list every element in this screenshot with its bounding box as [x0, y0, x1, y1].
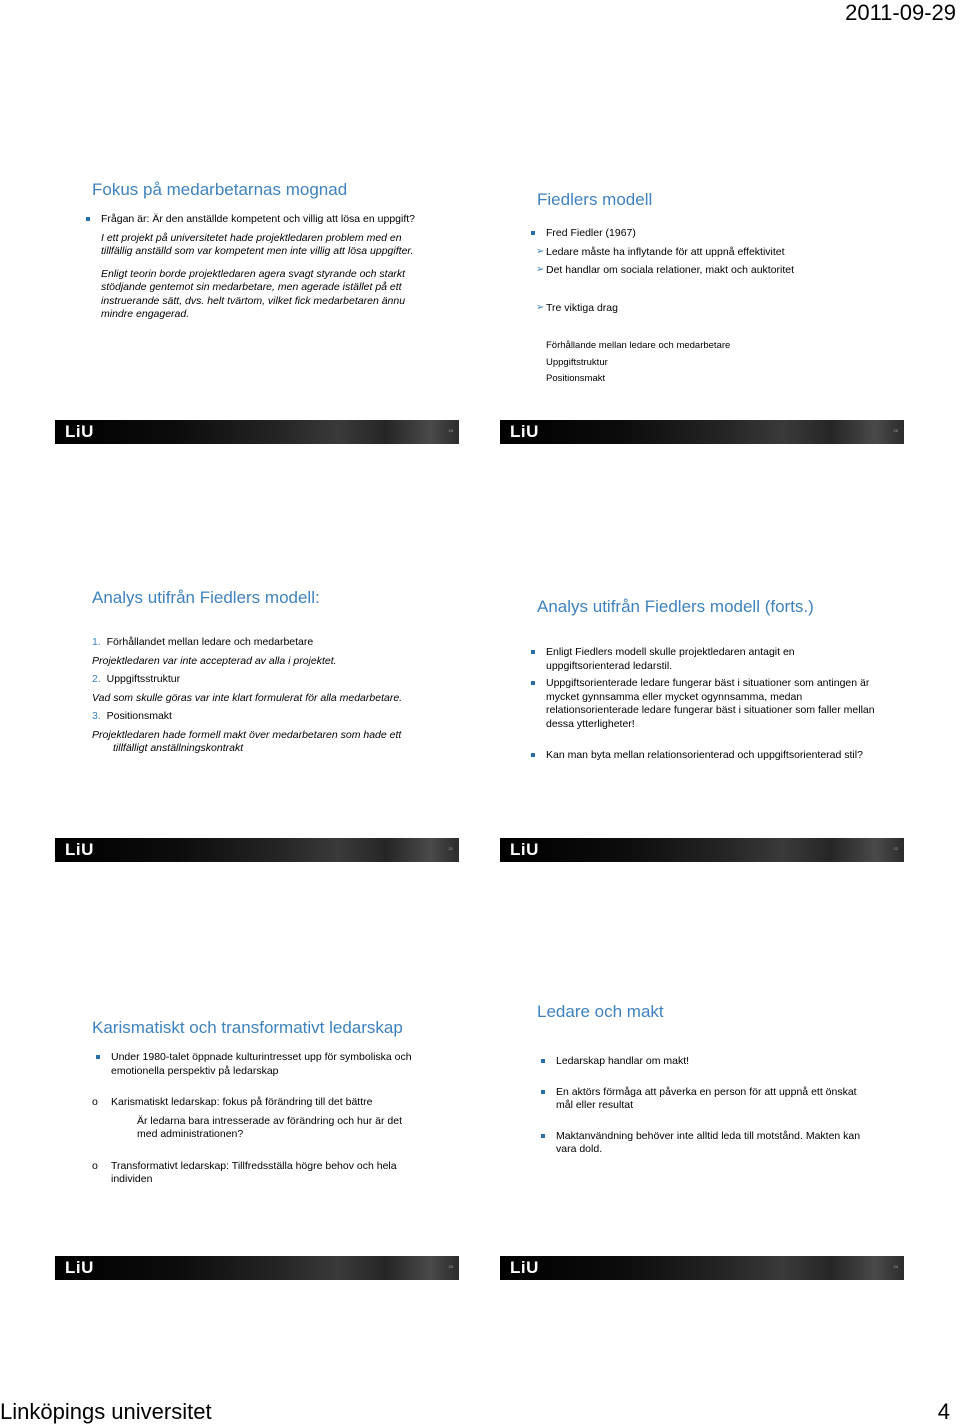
bullet-text-italic: I ett projekt på universitetet hade projektledaren problem med en tillfällig anställd som var kompetent men inte villig att lösa uppgifter. [101, 231, 414, 257]
slide-karismatiskt-ledarskap [55, 991, 459, 1281]
slide-fiedlers-modell [500, 155, 904, 445]
liu-footer-bar [500, 838, 904, 862]
arrow-item-text: Det handlar om sociala relationer, makt och auktoritet [546, 264, 795, 276]
liu-footer-bar [55, 1256, 459, 1280]
slide-analys-fiedlers-modell [55, 573, 459, 863]
bullet-item: Uppgiftsorienterade ledare fungerar bäst i situationer som antingen är mycket gynnsamma eller mycket ogynnsamma, medan relationsorienterade ledare fungerar bäst i situationer som faller mellan dessa ytterligheter! [537, 677, 877, 731]
bullet-item: Frågan är: Är den anställde kompetent och villig att lösa en uppgift? [92, 213, 427, 227]
item-number: 2. [92, 673, 101, 685]
bullet-item: Maktanvändning behöver inte alltid leda till motstånd. Makten kan vara dold. [547, 1130, 865, 1157]
bullet-item: En aktörs förmåga att påverka en person för att uppnå ett önskat mål eller resultat [547, 1086, 865, 1113]
liu-footer-bar [500, 1256, 904, 1280]
circle-bullet-icon: o [92, 1096, 98, 1108]
numbered-item [92, 673, 432, 687]
slide-body [92, 636, 432, 756]
arrow-bullet-icon: ➢ [536, 264, 545, 275]
o-bullet-text: Karismatiskt ledarskap: fokus på förändring till det bättre [111, 1096, 373, 1108]
slide-title: Analys utifrån Fiedlers modell: [92, 588, 320, 607]
arrow-item-text: Ledare måste ha inflytande för att uppnå effektivitet [546, 245, 785, 258]
slide-number: 20 [893, 428, 898, 433]
slide-number: 23 [448, 1264, 453, 1269]
slide-body [537, 227, 872, 386]
numbered-item [92, 636, 432, 650]
arrow-bullet-icon: ➢ [536, 245, 545, 257]
slide-title: Analys utifrån Fiedlers modell (forts.) [537, 597, 814, 616]
italic-note: Projektledaren var inte accepterad av alla i projektet. [92, 654, 337, 667]
item-text: Förhållandet mellan ledare och medarbetare [106, 636, 314, 648]
slide-analys-fiedlers-modell-forts [500, 573, 904, 863]
italic-note: Projektledaren hade formell makt över medarbetaren som hade ett [92, 728, 402, 741]
o-bullet-item [92, 1096, 420, 1110]
italic-note-continued: tillfälligt anställningskontrakt [113, 742, 244, 754]
sub-item: Positionsmakt [546, 373, 606, 384]
liu-logo: LiU [510, 422, 539, 441]
slide-title: Fokus på medarbetarnas mognad [92, 180, 348, 199]
item-text: Uppgiftsstruktur [106, 673, 181, 685]
liu-footer-bar [500, 420, 904, 444]
italic-note: Vad som skulle göras var inte klart formulerat för alla medarbetare. [92, 691, 403, 704]
item-number: 3. [92, 710, 101, 722]
slide-title: Ledare och makt [537, 1002, 664, 1021]
sub-item: Förhållande mellan ledare och medarbetare [546, 340, 731, 351]
footer-page-number: 4 [937, 1399, 950, 1424]
bullet-text-italic: Enligt teorin borde projektledaren agera svagt styrande och starkt stödjande gentemot sin medarbetare, men agerade istället på ett instruerande sätt, dvs. helt tvärtom, vilket fick medarbetaren ännu mindre engagerad. [101, 267, 406, 320]
item-text: Positionsmakt [106, 710, 172, 722]
slide-title: Karismatiskt och transformativt ledarskap [92, 1018, 403, 1037]
circle-bullet-icon: o [92, 1159, 98, 1172]
bullet-item: Under 1980-talet öppnade kulturintresset upp för symboliska och emotionella perspektiv på ledarskap [102, 1051, 420, 1078]
liu-logo: LiU [65, 1258, 94, 1277]
slide-body [537, 646, 877, 763]
sub-item: Uppgiftstruktur [546, 356, 608, 368]
liu-logo: LiU [510, 1258, 539, 1277]
arrow-item [537, 302, 872, 316]
liu-logo: LiU [65, 422, 94, 441]
liu-footer-bar [55, 838, 459, 862]
slide-ledare-och-makt [500, 991, 904, 1281]
arrow-item [537, 264, 872, 278]
bullet-item: Fred Fiedler (1967) [537, 227, 872, 241]
numbered-item [92, 710, 432, 724]
o-bullet-text: Transformativt ledarskap: Tillfredsställa högre behov och hela individen [111, 1159, 397, 1185]
liu-logo: LiU [65, 840, 94, 859]
slide-number: 24 [893, 1264, 898, 1269]
o-bullet-item [92, 1159, 420, 1187]
slide-fokus-pa-medarbetarnas-mognad [55, 155, 459, 445]
slide-body [92, 1051, 420, 1187]
slide-body [92, 213, 427, 322]
arrow-item-text: Tre viktiga drag [546, 301, 618, 314]
liu-logo: LiU [510, 840, 539, 859]
page-date: 2011-09-29 [845, 0, 956, 25]
footer-institution: Linköpings universitet [0, 1399, 212, 1424]
slide-title: Fiedlers modell [537, 190, 653, 209]
bullet-item: Ledarskap handlar om makt! [547, 1055, 865, 1069]
slide-number: 19 [448, 428, 453, 433]
slide-body [547, 1055, 865, 1157]
arrow-item [537, 246, 872, 260]
slide-number: 21 [448, 846, 453, 851]
liu-footer-bar [55, 420, 459, 444]
item-number: 1. [92, 636, 101, 648]
bullet-item: Kan man byta mellan relationsorienterad och uppgiftsorienterad stil? [537, 749, 877, 763]
arrow-bullet-icon: ➢ [536, 301, 545, 313]
nested-item: Är ledarna bara intresserade av förändring och hur är det med administrationen? [137, 1114, 402, 1140]
bullet-item: Enligt Fiedlers modell skulle projektledaren antagit en uppgiftsorienterad ledarstil. [537, 646, 877, 673]
slide-number: 22 [893, 846, 898, 851]
